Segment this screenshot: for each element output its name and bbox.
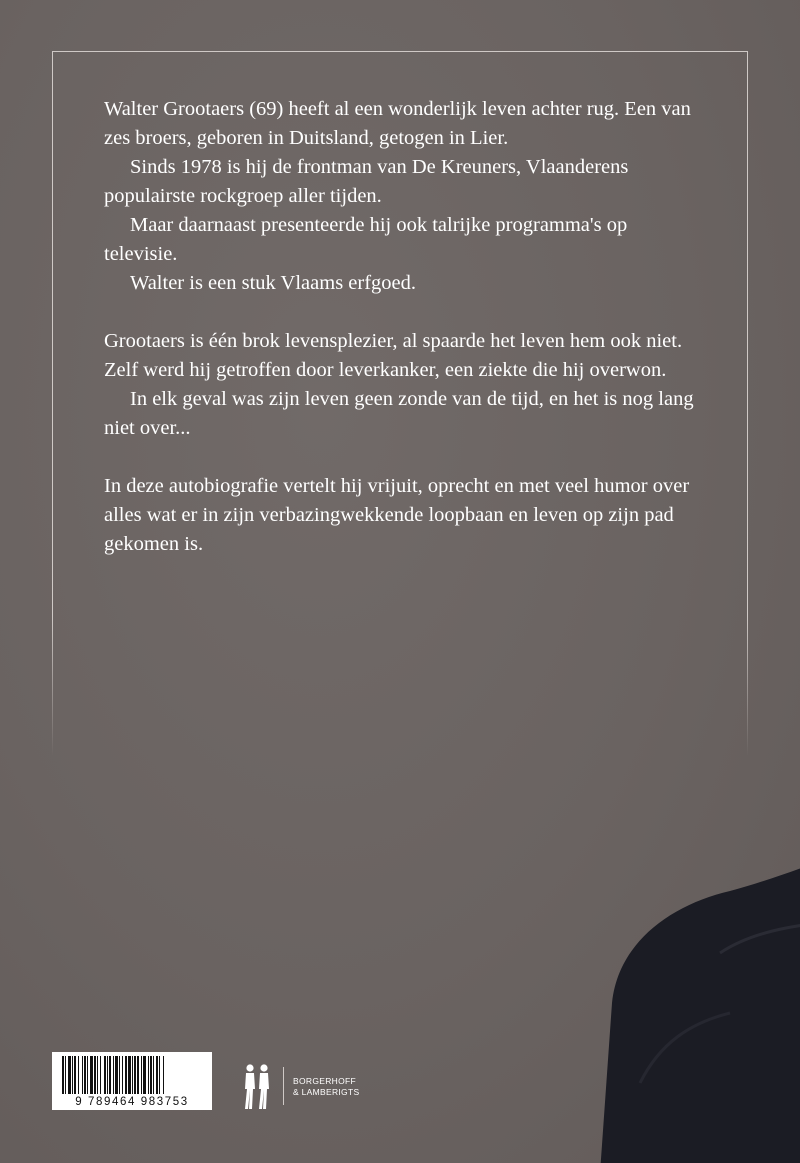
blurb-paragraph: Sinds 1978 is hij de frontman van De Kreuners, Vlaanderens populairste rockgroep aller tijden. [104, 156, 629, 207]
barcode-bars [52, 1054, 212, 1096]
barcode [52, 1052, 212, 1110]
publisher-line-2: & LAMBERIGTS [293, 1087, 360, 1097]
blurb-paragraph: Grootaers is één brok levensplezier, al spaarde het leven hem ook niet. Zelf werd hij getroffen door leverkanker, een ziekte die hij overwon. [104, 330, 683, 381]
author-silhouette [600, 833, 800, 1163]
blurb-paragraph: Walter Grootaers (69) heeft al een wonderlijk leven achter rug. Een van zes broers, geboren in Duitsland, getogen in Lier. [104, 98, 691, 149]
publisher-line-1: BORGERHOFF [293, 1076, 356, 1086]
isbn-number: 9 789464 983753 [75, 1096, 189, 1108]
blurb-text [104, 95, 704, 559]
blurb-paragraph: Walter is een stuk Vlaams erfgoed. [130, 272, 417, 294]
blurb-paragraph: In elk geval was zijn leven geen zonde van de tijd, en het is nog lang niet over... [104, 388, 694, 439]
frame-right-line [747, 51, 748, 756]
frame-top-line [52, 51, 748, 52]
logo-divider [283, 1067, 284, 1105]
blurb-paragraph: In deze autobiografie vertelt hij vrijuit, oprecht en met veel humor over alles wat er in zijn verbazingwekkende loopbaan en leven op zijn pad gekomen is. [104, 475, 690, 555]
publisher-name [293, 1076, 359, 1098]
frame-left-line [52, 51, 53, 756]
two-men-walking-icon [240, 1063, 274, 1111]
blurb-paragraph: Maar daarnaast presenteerde hij ook talrijke programma's op televisie. [104, 214, 628, 265]
